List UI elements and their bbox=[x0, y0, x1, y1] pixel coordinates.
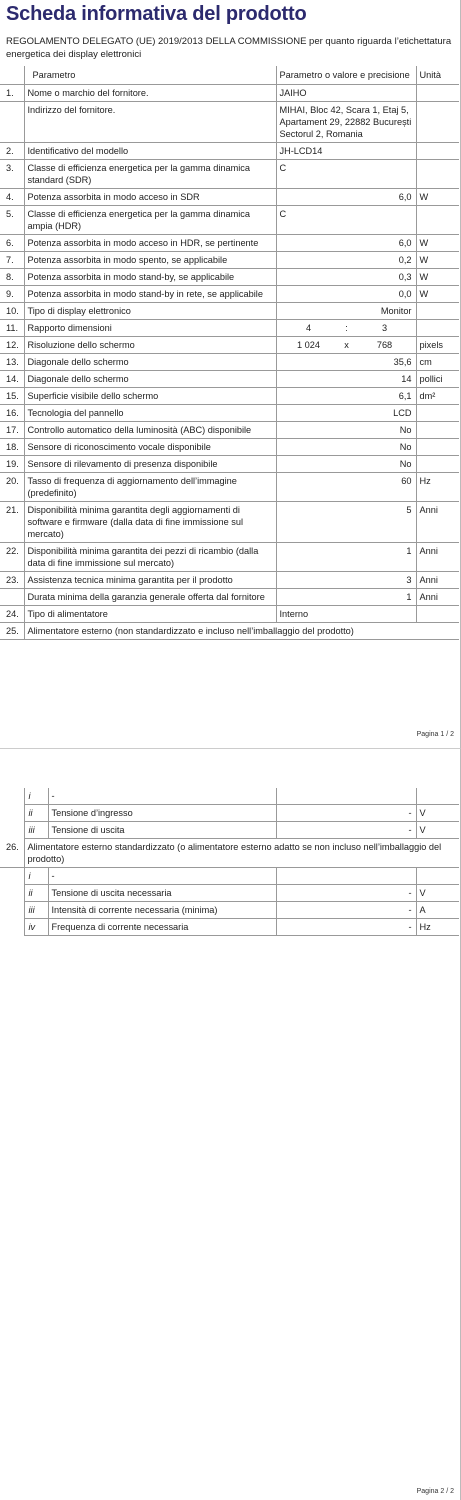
sub-unit: V bbox=[416, 822, 459, 839]
value-part-a: 1 024 bbox=[297, 340, 320, 350]
page-1 bbox=[0, 0, 461, 748]
row-number bbox=[0, 102, 24, 143]
row-unit bbox=[416, 102, 459, 143]
table-row bbox=[0, 388, 459, 405]
row-value: Interno bbox=[276, 606, 416, 623]
sub-unit bbox=[416, 788, 459, 805]
sub-parameter: - bbox=[48, 868, 276, 885]
sub-row bbox=[0, 805, 459, 822]
row-parameter: Alimentatore esterno standardizzato (o alimentatore esterno adatto se non incluso nell’imballaggio del prodotto) bbox=[24, 839, 459, 868]
row-number: 26. bbox=[0, 839, 24, 868]
table-row bbox=[0, 543, 459, 572]
row-number: 3. bbox=[0, 160, 24, 189]
regulation-subtitle: REGOLAMENTO DELEGATO (UE) 2019/2013 DELLA COMMISSIONE per quanto riguarda l’etichettatura energetica dei display elettronici bbox=[6, 36, 452, 60]
table-row bbox=[0, 439, 459, 456]
row-number: 11. bbox=[0, 320, 24, 337]
row-unit bbox=[416, 206, 459, 235]
row-parameter: Rapporto dimensioni bbox=[24, 320, 276, 337]
row-unit: pollici bbox=[416, 371, 459, 388]
table-row bbox=[0, 269, 459, 286]
page-title: Scheda informativa del prodotto bbox=[6, 3, 307, 25]
row-value bbox=[276, 337, 416, 354]
row-number: 21. bbox=[0, 502, 24, 543]
row-parameter: Diagonale dello schermo bbox=[24, 354, 276, 371]
header-value: Parametro o valore e precisione bbox=[276, 66, 416, 85]
row-value: 0,2 bbox=[276, 252, 416, 269]
row-parameter: Classe di efficienza energetica per la gamma dinamica ampia (HDR) bbox=[24, 206, 276, 235]
sub-index: ii bbox=[24, 805, 48, 822]
row-unit bbox=[416, 160, 459, 189]
header-unit: Unità bbox=[416, 66, 459, 85]
row-parameter: Tasso di frequenza di aggiornamento dell’immagine (predefinito) bbox=[24, 473, 276, 502]
sub-index: i bbox=[24, 788, 48, 805]
row-number: 24. bbox=[0, 606, 24, 623]
row-value: No bbox=[276, 456, 416, 473]
row-value: 6,0 bbox=[276, 235, 416, 252]
row-number: 8. bbox=[0, 269, 24, 286]
header-parameter: Parametro bbox=[24, 66, 276, 85]
row-unit: W bbox=[416, 286, 459, 303]
row-unit bbox=[416, 303, 459, 320]
row-value: 60 bbox=[276, 473, 416, 502]
table-row bbox=[0, 456, 459, 473]
row-number: 14. bbox=[0, 371, 24, 388]
row-unit: Anni bbox=[416, 572, 459, 589]
row-unit bbox=[416, 439, 459, 456]
sub-parameter: Frequenza di corrente necessaria bbox=[48, 919, 276, 936]
row-unit: dm² bbox=[416, 388, 459, 405]
row-number: 12. bbox=[0, 337, 24, 354]
sub-value bbox=[276, 788, 416, 805]
row-value: 1 bbox=[276, 543, 416, 572]
page-2 bbox=[0, 748, 461, 1500]
table-row bbox=[0, 354, 459, 371]
sub-row bbox=[0, 902, 459, 919]
row-parameter: Disponibilità minima garantita dei pezzi di ricambio (dalla data di fine immissione sul mercato) bbox=[24, 543, 276, 572]
row-number: 22. bbox=[0, 543, 24, 572]
row-unit: W bbox=[416, 269, 459, 286]
row-unit bbox=[416, 85, 459, 102]
power-supply-table bbox=[0, 788, 459, 936]
sub-unit: V bbox=[416, 885, 459, 902]
sub-parameter: Tensione di uscita necessaria bbox=[48, 885, 276, 902]
sub-value: - bbox=[276, 885, 416, 902]
row-parameter: Indirizzo del fornitore. bbox=[24, 102, 276, 143]
row-unit bbox=[416, 143, 459, 160]
table-row bbox=[0, 286, 459, 303]
row-parameter: Disponibilità minima garantita degli aggiornamenti di software e firmware (dalla data di fine immissione sul mercato) bbox=[24, 502, 276, 543]
row-parameter: Sensore di rilevamento di presenza disponibile bbox=[24, 456, 276, 473]
table-row bbox=[0, 189, 459, 206]
row-value: 5 bbox=[276, 502, 416, 543]
sub-index: iv bbox=[24, 919, 48, 936]
table-row bbox=[0, 606, 459, 623]
sub-value: - bbox=[276, 902, 416, 919]
sub-row bbox=[0, 822, 459, 839]
row-number: 4. bbox=[0, 189, 24, 206]
sub-value bbox=[276, 868, 416, 885]
table-row bbox=[0, 337, 459, 354]
row-value: LCD bbox=[276, 405, 416, 422]
row-number bbox=[0, 589, 24, 606]
table-row bbox=[0, 320, 459, 337]
sub-index: ii bbox=[24, 885, 48, 902]
row-unit bbox=[416, 405, 459, 422]
row-unit bbox=[416, 422, 459, 439]
sub-row bbox=[0, 788, 459, 805]
value-part-a: 4 bbox=[305, 323, 312, 333]
sub-unit bbox=[416, 868, 459, 885]
sub-value: - bbox=[276, 919, 416, 936]
row-unit bbox=[416, 456, 459, 473]
row-value: 1 bbox=[276, 589, 416, 606]
row-parameter: Potenza assorbita in modo acceso in SDR bbox=[24, 189, 276, 206]
table-row bbox=[0, 572, 459, 589]
sub-index: iii bbox=[24, 822, 48, 839]
row-number: 25. bbox=[0, 623, 24, 640]
row-value: 14 bbox=[276, 371, 416, 388]
row-number: 2. bbox=[0, 143, 24, 160]
sub-parameter: Tensione d’ingresso bbox=[48, 805, 276, 822]
table-row bbox=[0, 235, 459, 252]
sub-parameter: Intensità di corrente necessaria (minima) bbox=[48, 902, 276, 919]
row-value: C bbox=[276, 206, 416, 235]
table-row bbox=[0, 160, 459, 189]
row-value: 35,6 bbox=[276, 354, 416, 371]
row-parameter: Risoluzione dello schermo bbox=[24, 337, 276, 354]
row-value: MIHAI, Bloc 42, Scara 1, Etaj 5, Apartament 29, 22882 București Sectorul 2, Romania bbox=[276, 102, 416, 143]
row-unit: pixels bbox=[416, 337, 459, 354]
table-row bbox=[0, 405, 459, 422]
sub-row bbox=[0, 919, 459, 936]
sub-unit: Hz bbox=[416, 919, 459, 936]
table-row bbox=[0, 473, 459, 502]
row-number: 17. bbox=[0, 422, 24, 439]
row-parameter: Nome o marchio del fornitore. bbox=[24, 85, 276, 102]
row-value bbox=[276, 320, 416, 337]
row-number: 23. bbox=[0, 572, 24, 589]
row-number: 19. bbox=[0, 456, 24, 473]
row-value: 0,3 bbox=[276, 269, 416, 286]
row-number: 9. bbox=[0, 286, 24, 303]
table-row bbox=[0, 85, 459, 102]
row-number: 18. bbox=[0, 439, 24, 456]
sub-row bbox=[0, 885, 459, 902]
row-value: JH-LCD14 bbox=[276, 143, 416, 160]
row-parameter: Alimentatore esterno (non standardizzato e incluso nell’imballaggio del prodotto) bbox=[24, 623, 459, 640]
table-row bbox=[0, 589, 459, 606]
row-parameter: Assistenza tecnica minima garantita per il prodotto bbox=[24, 572, 276, 589]
table-row bbox=[0, 623, 459, 640]
sub-row bbox=[0, 868, 459, 885]
row-parameter: Potenza assorbita in modo acceso in HDR, se pertinente bbox=[24, 235, 276, 252]
row-unit: Anni bbox=[416, 502, 459, 543]
row-unit: cm bbox=[416, 354, 459, 371]
value-separator: x bbox=[344, 340, 349, 350]
value-part-b: 3 bbox=[381, 323, 388, 333]
table-row bbox=[0, 252, 459, 269]
row-number: 16. bbox=[0, 405, 24, 422]
table-row bbox=[0, 206, 459, 235]
row-value: 6,1 bbox=[276, 388, 416, 405]
row-unit: W bbox=[416, 235, 459, 252]
split-value bbox=[280, 322, 414, 334]
table-row bbox=[0, 371, 459, 388]
row-number: 20. bbox=[0, 473, 24, 502]
table-row bbox=[0, 839, 459, 868]
row-unit bbox=[416, 606, 459, 623]
table-row bbox=[0, 303, 459, 320]
row-number: 10. bbox=[0, 303, 24, 320]
table-row bbox=[0, 422, 459, 439]
sub-index: i bbox=[24, 868, 48, 885]
row-value: JAIHO bbox=[276, 85, 416, 102]
row-parameter: Sensore di riconoscimento vocale disponibile bbox=[24, 439, 276, 456]
table-row bbox=[0, 143, 459, 160]
row-number: 5. bbox=[0, 206, 24, 235]
table-row bbox=[0, 102, 459, 143]
row-value: No bbox=[276, 422, 416, 439]
sub-unit: V bbox=[416, 805, 459, 822]
page-2-footer: Pagina 2 / 2 bbox=[416, 1488, 454, 1495]
row-value: 3 bbox=[276, 572, 416, 589]
row-parameter: Superficie visibile dello schermo bbox=[24, 388, 276, 405]
row-parameter: Potenza assorbita in modo spento, se applicabile bbox=[24, 252, 276, 269]
row-number: 15. bbox=[0, 388, 24, 405]
row-parameter: Classe di efficienza energetica per la gamma dinamica standard (SDR) bbox=[24, 160, 276, 189]
row-parameter: Tipo di alimentatore bbox=[24, 606, 276, 623]
row-number: 13. bbox=[0, 354, 24, 371]
row-parameter: Tecnologia del pannello bbox=[24, 405, 276, 422]
table-header-row bbox=[0, 66, 459, 85]
row-value: C bbox=[276, 160, 416, 189]
value-separator: : bbox=[345, 323, 348, 333]
value-part-b: 768 bbox=[376, 340, 393, 350]
row-parameter: Identificativo del modello bbox=[24, 143, 276, 160]
row-unit bbox=[416, 320, 459, 337]
row-unit: Anni bbox=[416, 589, 459, 606]
table-row bbox=[0, 502, 459, 543]
row-unit: W bbox=[416, 189, 459, 206]
row-parameter: Potenza assorbita in modo stand-by, se applicabile bbox=[24, 269, 276, 286]
row-parameter: Controllo automatico della luminosità (ABC) disponibile bbox=[24, 422, 276, 439]
sub-parameter: Tensione di uscita bbox=[48, 822, 276, 839]
row-parameter: Potenza assorbita in modo stand-by in rete, se applicabile bbox=[24, 286, 276, 303]
sub-index: iii bbox=[24, 902, 48, 919]
row-number: 1. bbox=[0, 85, 24, 102]
row-value: No bbox=[276, 439, 416, 456]
row-value: 6,0 bbox=[276, 189, 416, 206]
row-parameter: Tipo di display elettronico bbox=[24, 303, 276, 320]
row-number: 6. bbox=[0, 235, 24, 252]
row-unit: Hz bbox=[416, 473, 459, 502]
row-unit: Anni bbox=[416, 543, 459, 572]
row-value: Monitor bbox=[276, 303, 416, 320]
row-number: 7. bbox=[0, 252, 24, 269]
product-info-table bbox=[0, 66, 459, 640]
split-value bbox=[280, 339, 414, 351]
row-parameter: Durata minima della garanzia generale offerta dal fornitore bbox=[24, 589, 276, 606]
row-parameter: Diagonale dello schermo bbox=[24, 371, 276, 388]
row-unit: W bbox=[416, 252, 459, 269]
page-1-footer: Pagina 1 / 2 bbox=[416, 731, 454, 738]
row-value: 0,0 bbox=[276, 286, 416, 303]
sub-value: - bbox=[276, 822, 416, 839]
sub-parameter: - bbox=[48, 788, 276, 805]
sub-value: - bbox=[276, 805, 416, 822]
sub-unit: A bbox=[416, 902, 459, 919]
